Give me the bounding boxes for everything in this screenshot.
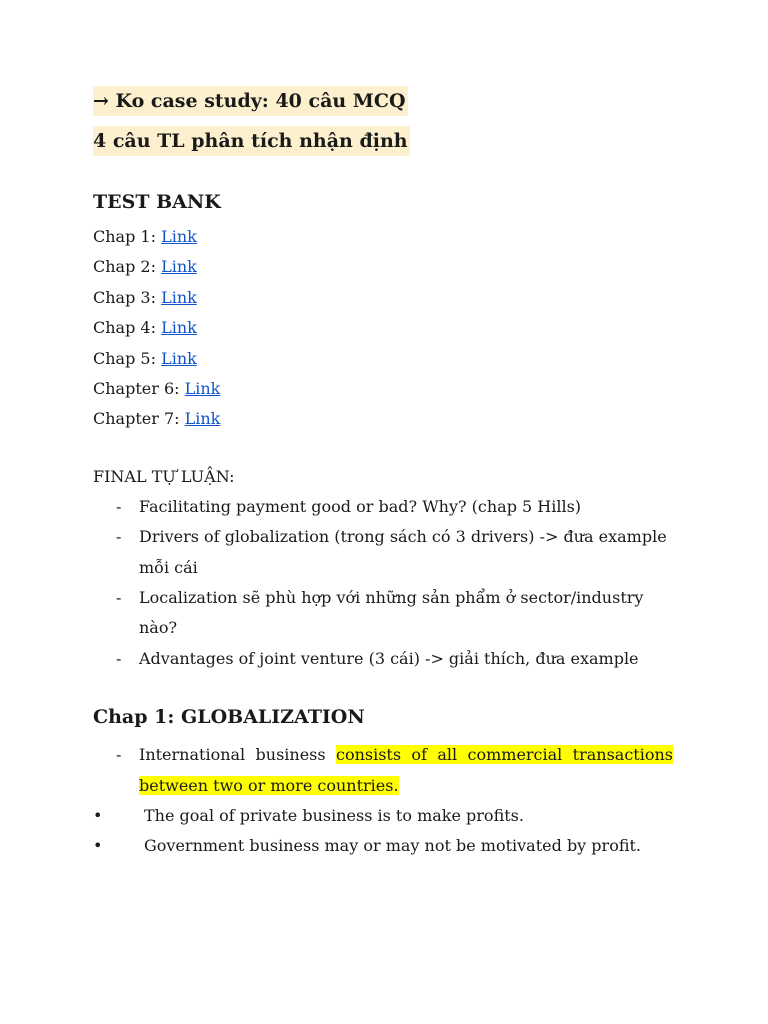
list-item-text: Facilitating payment good or bad? Why? (chap 5 Hills) bbox=[139, 496, 582, 516]
test-bank-label: Chap 5: bbox=[93, 348, 162, 368]
case-study-note: → Ko case study: 40 câu MCQ bbox=[93, 86, 408, 116]
test-bank-label: Chap 1: bbox=[93, 227, 162, 246]
chapter-1-content bbox=[93, 740, 673, 862]
dash-marker: - bbox=[116, 587, 122, 607]
test-bank-label: Chapter 6: bbox=[93, 378, 185, 398]
test-bank-item bbox=[93, 374, 673, 404]
header-line-2 bbox=[93, 126, 673, 156]
dash-marker: - bbox=[116, 648, 122, 668]
dash-marker: - bbox=[116, 527, 122, 547]
chapter-link[interactable]: Link bbox=[184, 378, 221, 398]
final-essay-list bbox=[93, 492, 673, 674]
chapter-link[interactable]: Link bbox=[161, 318, 197, 338]
test-bank-title: TEST BANK bbox=[93, 191, 221, 213]
test-bank-label: Chapter 7: bbox=[93, 409, 185, 429]
chapter-link[interactable]: Link bbox=[161, 287, 197, 307]
test-bank-list bbox=[93, 222, 673, 435]
bullet-text: The goal of private business is to make profits. bbox=[144, 805, 524, 825]
chapter-link[interactable]: Link bbox=[184, 409, 221, 429]
document-page bbox=[93, 84, 673, 862]
list-item bbox=[93, 492, 673, 522]
list-item bbox=[93, 740, 673, 801]
test-bank-item bbox=[93, 283, 673, 313]
definition-text: International business bbox=[139, 745, 336, 765]
test-bank-item bbox=[93, 404, 673, 434]
list-item-text: Localization sẽ phù hợp với những sản phẩm ở sector/industry nào? bbox=[139, 587, 644, 638]
chapter-link[interactable]: Link bbox=[161, 257, 197, 277]
highlighted-text: consists of all commercial transactions between two or more countries. bbox=[139, 745, 673, 795]
list-item bbox=[93, 583, 673, 644]
test-bank-item bbox=[93, 252, 673, 282]
list-item-text: Drivers of globalization (trong sách có 3 drivers) -> đưa example mỗi cái bbox=[139, 527, 667, 577]
test-bank-label: Chap 2: bbox=[93, 257, 162, 277]
test-bank-item bbox=[93, 313, 673, 343]
bullet-item bbox=[93, 831, 673, 861]
dash-marker: - bbox=[116, 745, 122, 765]
essay-note: 4 câu TL phân tích nhận định bbox=[93, 126, 410, 156]
test-bank-label: Chap 3: bbox=[93, 287, 162, 307]
bullet-marker: • bbox=[93, 836, 103, 856]
chapter-link[interactable]: Link bbox=[161, 348, 197, 368]
list-item bbox=[93, 522, 673, 583]
list-item-text: Advantages of joint venture (3 cái) -> giải thích, đưa example bbox=[139, 648, 639, 668]
chapter-link[interactable]: Link bbox=[161, 227, 197, 246]
bullet-text: Government business may or may not be motivated by profit. bbox=[144, 836, 642, 856]
chapter-1-title: Chap 1: GLOBALIZATION bbox=[93, 706, 365, 729]
test-bank-item bbox=[93, 222, 673, 252]
test-bank-label: Chap 4: bbox=[93, 318, 162, 338]
final-essay-label: FINAL TỰ LUẬN: bbox=[93, 466, 235, 486]
dash-marker: - bbox=[116, 496, 122, 516]
test-bank-item bbox=[93, 344, 673, 374]
list-item bbox=[93, 644, 673, 674]
header-line-1 bbox=[93, 84, 673, 116]
bullet-marker: • bbox=[93, 805, 103, 825]
bullet-item bbox=[93, 801, 673, 831]
